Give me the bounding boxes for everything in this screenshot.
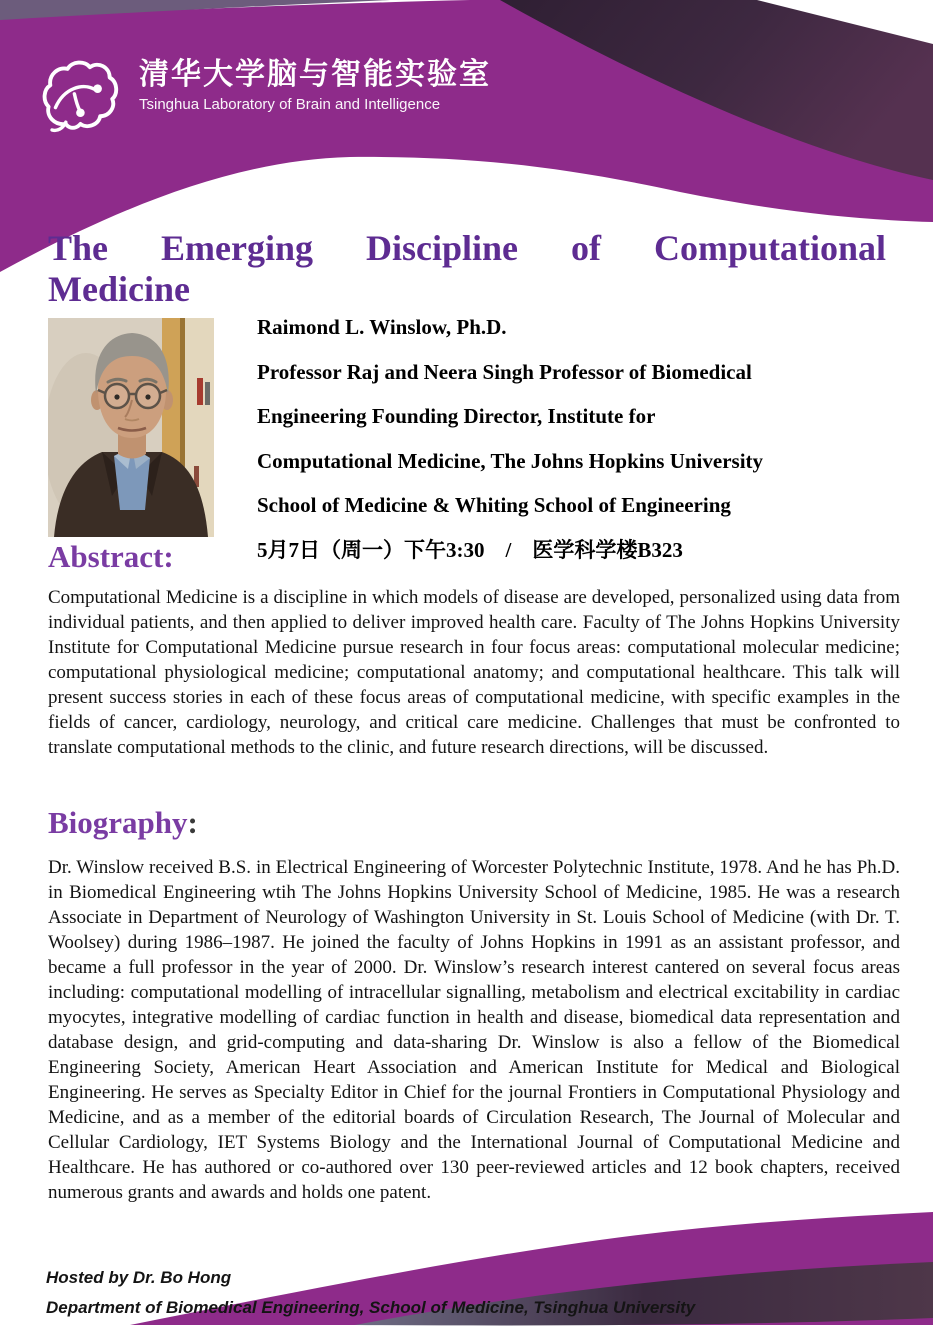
lab-name-chinese: 清华大学脑与智能实验室 [139,58,491,91]
biography-heading-word: Biography [48,805,188,840]
speaker-photo [48,318,214,537]
lab-name-block [139,58,491,113]
footer [46,1263,695,1323]
seminar-title-line1: The Emerging Discipline of Computational [48,228,886,268]
lab-name-english: Tsinghua Laboratory of Brain and Intelligence [139,95,441,113]
biography-heading [48,806,198,840]
biography-heading-colon: : [187,805,198,840]
abstract-text: Computational Medicine is a discipline in which models of disease are developed, personalized using data from individual patients, and then applied to deliver improved health care. Faculty of The Johns Hopkins University Institute for Computational Medicine pursue research in four focus areas: computational molecular medicine; computational physiological medicine; computational anatomy; and computational healthcare. This talk will present success stories in each of these focus areas of computational medicine, with specific examples in the fields of cancer, cardiology, neurology, and critical care medicine. Challenges that must be confronted to translate computational methods to the clinic, and future research directions, will be discussed. [48,587,900,758]
host-line: Hosted by Dr. Bo Hong [46,1268,232,1287]
brain-logo-icon [40,58,126,140]
speaker-affiliation-line-2: Engineering Founding Director, Institute for [257,404,656,428]
speaker-affiliation-line-1: Professor Raj and Neera Singh Professor of Biomedical [257,359,752,384]
seminar-time-location: 5月7日（周一）下午3:30 / 医学科学楼B323 [257,537,683,562]
speaker-info [257,305,907,572]
speaker-name: Raimond L. Winslow, Ph.D. [257,315,507,339]
biography-text: Dr. Winslow received B.S. in Electrical Engineering of Worcester Polytechnic Institute, 1978. And he has Ph.D. in Biomedical Engineering wtih The Johns Hopkins University School of Medicine, 1985. He was a research Associate in Department of Neurology of Washington University in St. Louis School of Medicine (with Dr. T. Woolsey) during 1986–1987. He joined the faculty of Johns Hopkins in 1991 as an assistant professor, and became a full professor in the year of 2000. Dr. Winslow’s research interest cantered on several focus areas including: computational modelling of intracellular signalling, metabolism and electrical excitability in cardiac myocytes, integrative modelling of cardiac function in health and disease, biomedical data representation and database design, and grid-computing and data-sharing Dr. Winslow is also a fellow of the Biomedical Engineering Society, American Heart Association and American Institute for Medical and Biological Engineering. He serves as Specialty Editor in Chief for the journal Frontiers in Computational Physiology and Medicine, and as a member of the editorial boards of Circulation Research, The Journal of Molecular and Cellular Cardiology, IET Systems Biology and the International Journal of Computational Medicine and Healthcare. He has authored or co-authored over 130 peer-reviewed articles and 12 book chapters, received numerous grants and awards and holds one patent. [48,857,900,1203]
lab-logo-block [40,58,491,140]
seminar-title [48,228,886,310]
seminar-title-line2: Medicine [48,269,190,309]
speaker-affiliation-line-4: School of Medicine & Whiting School of Engineering [257,493,731,517]
abstract-heading: Abstract: [48,539,174,574]
speaker-affiliation-line-3: Computational Medicine, The Johns Hopkins University [257,448,764,473]
department-line: Department of Biomedical Engineering, School of Medicine, Tsinghua University [46,1298,696,1317]
